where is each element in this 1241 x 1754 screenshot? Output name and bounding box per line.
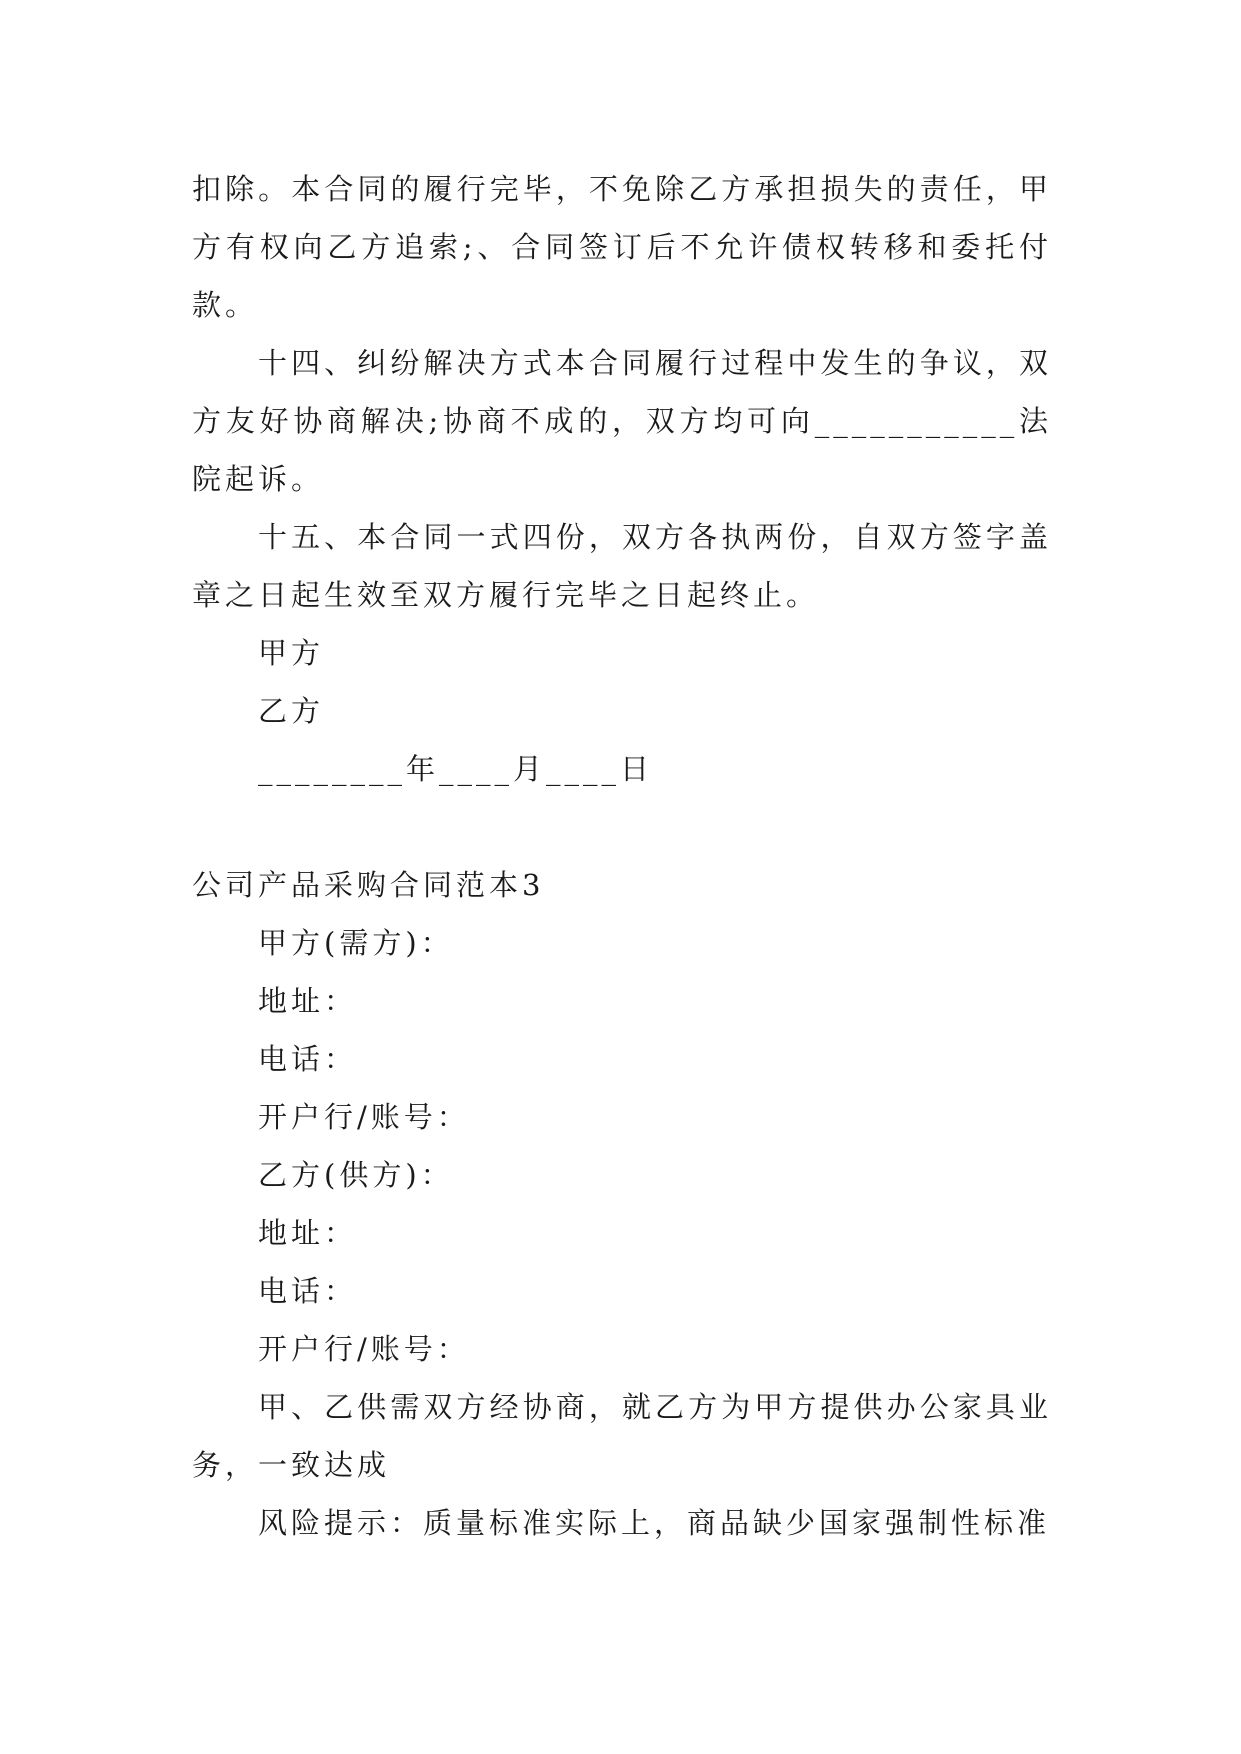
- party-b-bank-account: 开户行/账号：: [258, 1332, 470, 1366]
- paragraph-agreement: 甲、乙供需双方经协商，就乙方为甲方提供办公家具业务，一致达成: [192, 1390, 1052, 1482]
- section-title: 公司产品采购合同范本3: [192, 868, 545, 902]
- signature-date: ________年____月____日: [258, 752, 654, 786]
- signature-party-b: 乙方: [258, 694, 325, 728]
- paragraph-clause-14: 十四、纠纷解决方式本合同履行过程中发生的争议，双方友好协商解决;协商不成的，双方均可向___________法院起诉。: [192, 346, 1052, 496]
- party-a-address: 地址：: [258, 984, 358, 1018]
- signature-party-a: 甲方: [258, 636, 325, 670]
- party-a-label: 甲方(需方)：: [258, 926, 454, 960]
- section-spacer: [192, 798, 1052, 856]
- party-a-phone: 电话：: [258, 1042, 358, 1076]
- paragraph-continuation: 扣除。本合同的履行完毕，不免除乙方承担损失的责任，甲方有权向乙方追索;、合同签订后不允许债权转移和委托付款。: [192, 172, 1052, 322]
- party-a-bank-account: 开户行/账号：: [258, 1100, 470, 1134]
- party-b-label: 乙方(供方)：: [258, 1158, 454, 1192]
- party-b-phone: 电话：: [258, 1274, 358, 1308]
- paragraph-risk-notice: 风险提示：质量标准实际上，商品缺少国家强制性标准: [258, 1506, 1051, 1540]
- document-body: [192, 160, 1052, 1552]
- party-b-address: 地址：: [258, 1216, 358, 1250]
- paragraph-clause-15: 十五、本合同一式四份，双方各执两份，自双方签字盖章之日起生效至双方履行完毕之日起终止。: [192, 520, 1052, 612]
